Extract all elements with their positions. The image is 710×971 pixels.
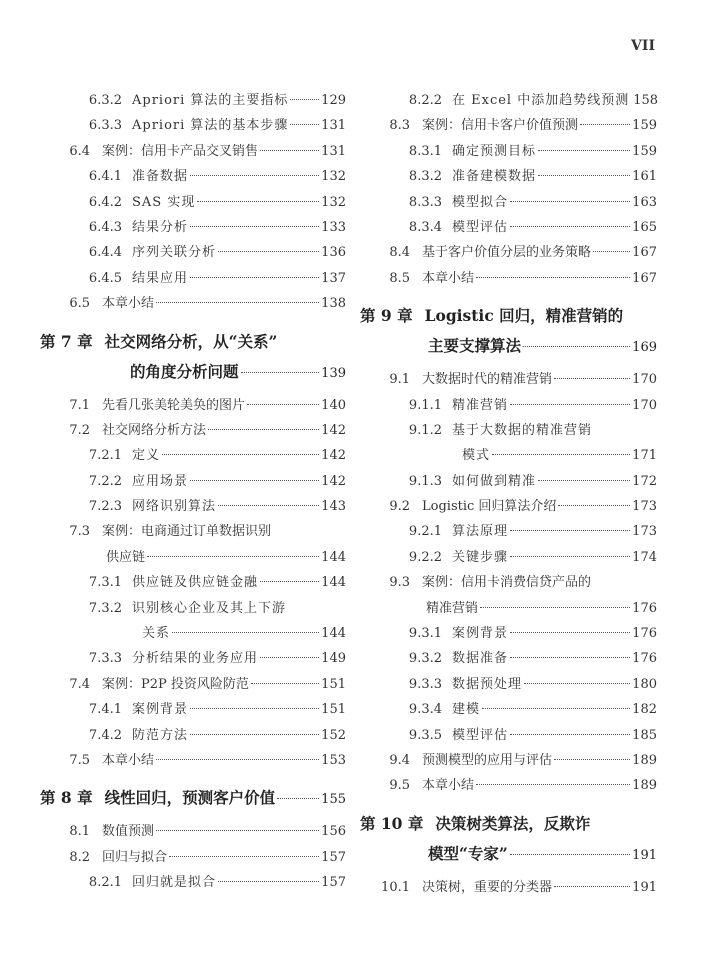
toc-leader-dots bbox=[277, 798, 319, 799]
toc-entry-title: 模型评估 bbox=[452, 727, 509, 743]
toc-leader-dots bbox=[476, 277, 630, 278]
toc-entry-number: 9.3.1 bbox=[408, 626, 442, 642]
toc-page-number: 163 bbox=[632, 194, 657, 210]
toc-entry-title: Logistic 回归算法介绍 bbox=[422, 499, 557, 515]
toc-section-entry[interactable] bbox=[360, 748, 657, 773]
toc-subsection-entry[interactable] bbox=[40, 870, 346, 895]
toc-section-entry[interactable] bbox=[360, 494, 657, 519]
toc-page-number: 136 bbox=[321, 245, 346, 261]
toc-page-number: 165 bbox=[632, 219, 657, 235]
toc-entry-title: 案例：P2P 投资风险防范 bbox=[102, 676, 249, 692]
toc-leader-dots bbox=[247, 404, 319, 405]
toc-leader-dots bbox=[218, 881, 319, 882]
toc-leader-dots bbox=[558, 505, 630, 506]
toc-leader-dots bbox=[538, 480, 630, 481]
toc-entry-number: 第 10 章 bbox=[360, 813, 424, 833]
toc-entry-number: 7.3.3 bbox=[88, 651, 122, 667]
toc-leader-dots bbox=[290, 99, 319, 100]
toc-subsection-entry[interactable] bbox=[40, 88, 346, 113]
toc-entry-number: 7.2.1 bbox=[88, 448, 122, 464]
toc-chapter-heading-continuation[interactable] bbox=[360, 331, 657, 361]
toc-entry-title: 应用场景 bbox=[132, 473, 189, 489]
toc-page-number: 151 bbox=[321, 702, 346, 718]
toc-entry-title: 社交网络分析方法 bbox=[102, 422, 207, 438]
toc-subsection-entry[interactable] bbox=[360, 418, 657, 443]
toc-subsection-entry[interactable] bbox=[360, 519, 657, 544]
toc-entry-number: 8.2.1 bbox=[88, 875, 122, 891]
toc-chapter-heading[interactable] bbox=[360, 809, 657, 839]
toc-entry-number: 6.4 bbox=[69, 143, 90, 159]
toc-entry-number: 8.3.1 bbox=[408, 143, 442, 159]
toc-entry-number: 9.4 bbox=[389, 752, 410, 768]
toc-leader-dots bbox=[190, 277, 319, 278]
toc-subsection-entry[interactable] bbox=[40, 190, 346, 215]
toc-leader-dots bbox=[554, 759, 630, 760]
toc-subsection-entry[interactable] bbox=[40, 469, 346, 494]
toc-entry-number: 7.5 bbox=[69, 752, 90, 768]
toc-leader-dots bbox=[510, 226, 630, 227]
toc-subsection-entry[interactable] bbox=[40, 215, 346, 240]
toc-entry-title: 精准营销 bbox=[452, 397, 509, 413]
toc-entry-number: 7.4.2 bbox=[88, 727, 122, 743]
toc-subsection-entry[interactable] bbox=[360, 621, 657, 646]
toc-entry-title: 结果应用 bbox=[132, 270, 189, 286]
toc-entry-number: 第 8 章 bbox=[40, 788, 93, 808]
toc-page-number: 158 bbox=[633, 93, 659, 108]
toc-page-number: 131 bbox=[321, 143, 346, 159]
toc-leader-dots bbox=[290, 124, 319, 125]
toc-section-entry[interactable] bbox=[360, 240, 657, 265]
toc-page-number: 172 bbox=[632, 473, 657, 489]
toc-subsection-entry[interactable] bbox=[40, 570, 346, 595]
toc-entry-title: 数值预测 bbox=[102, 824, 155, 840]
toc-entry-number: 9.3.5 bbox=[408, 727, 442, 743]
toc-entry-number: 7.4 bbox=[69, 676, 90, 692]
toc-page-number: 144 bbox=[321, 575, 346, 591]
toc-entry-title: 模型评估 bbox=[452, 219, 509, 235]
toc-page-number: 189 bbox=[632, 752, 657, 768]
toc-subsection-entry[interactable] bbox=[40, 697, 346, 722]
toc-entry-title: 社交网络分析，从“关系” bbox=[104, 331, 278, 351]
toc-leader-dots bbox=[241, 372, 320, 373]
toc-leader-dots bbox=[190, 226, 319, 227]
toc-page-number: 142 bbox=[321, 473, 346, 489]
toc-entry-title: 结果分析 bbox=[132, 219, 189, 235]
toc-entry-number: 8.3 bbox=[389, 118, 410, 134]
toc-entry-title: 决策树，重要的分类器 bbox=[422, 879, 553, 895]
toc-entry-title: 分析结果的业务应用 bbox=[132, 651, 259, 667]
toc-entry-number: 7.3 bbox=[69, 524, 90, 540]
toc-subsection-entry[interactable] bbox=[360, 469, 657, 494]
toc-entry-title: 模式 bbox=[462, 448, 491, 464]
toc-page-number: 149 bbox=[321, 651, 346, 667]
toc-page-number: 176 bbox=[632, 626, 657, 642]
toc-leader-dots bbox=[480, 607, 630, 608]
toc-entry-title: SAS 实现 bbox=[132, 194, 196, 210]
toc-leader-dots bbox=[510, 530, 630, 531]
toc-page-number: 176 bbox=[632, 651, 657, 667]
toc-section-entry[interactable] bbox=[360, 367, 657, 392]
toc-section-entry[interactable] bbox=[40, 291, 346, 316]
toc-subsection-entry[interactable] bbox=[360, 215, 657, 240]
toc-entry-title: 如何做到精准 bbox=[452, 473, 537, 489]
toc-entry-title: 回归就是拟合 bbox=[132, 875, 217, 891]
toc-section-entry[interactable] bbox=[40, 393, 346, 418]
toc-section-entry[interactable] bbox=[40, 748, 346, 773]
toc-section-entry[interactable] bbox=[40, 672, 346, 697]
toc-entry-number: 9.2.1 bbox=[408, 524, 442, 540]
toc-leader-dots bbox=[208, 429, 319, 430]
toc-entry-number: 第 7 章 bbox=[40, 331, 93, 351]
toc-entry-number: 8.3.2 bbox=[408, 169, 442, 185]
toc-entry-title: 网络识别算法 bbox=[132, 499, 217, 515]
toc-subsection-entry[interactable] bbox=[40, 596, 346, 621]
toc-entry-title: 数据准备 bbox=[452, 651, 509, 667]
toc-page-number: 191 bbox=[632, 847, 657, 863]
toc-entry-title: 案例背景 bbox=[132, 702, 189, 718]
toc-leader-dots bbox=[482, 708, 630, 709]
toc-entry-number: 7.2.3 bbox=[88, 499, 122, 515]
toc-entry-number: 9.3.3 bbox=[408, 676, 442, 692]
toc-leader-dots bbox=[147, 556, 319, 557]
toc-entry-number: 6.4.4 bbox=[88, 245, 122, 261]
toc-entry-number: 9.2 bbox=[389, 499, 410, 515]
toc-entry-title: 基于大数据的精准营销 bbox=[452, 422, 593, 438]
toc-entry-title: 数据预处理 bbox=[452, 676, 523, 692]
toc-page-number: 157 bbox=[321, 875, 346, 891]
toc-page-number: 144 bbox=[321, 549, 346, 565]
toc-entry-number: 6.4.5 bbox=[88, 270, 122, 286]
toc-entry-number: 8.1 bbox=[69, 824, 90, 840]
toc-page-number: 169 bbox=[632, 340, 657, 356]
toc-page-number: 159 bbox=[632, 143, 657, 159]
toc-entry-title: 本章小结 bbox=[422, 778, 475, 794]
toc-entry-number: 第 9 章 bbox=[360, 306, 413, 326]
toc-entry-number: 8.3.4 bbox=[408, 219, 442, 235]
toc-subsection-entry[interactable] bbox=[360, 545, 657, 570]
toc-subsection-entry[interactable] bbox=[360, 393, 657, 418]
toc-chapter-heading-continuation[interactable] bbox=[40, 357, 346, 387]
toc-leader-dots bbox=[156, 759, 319, 760]
toc-entry-title: 主要支撑算法 bbox=[428, 336, 522, 356]
toc-leader-dots bbox=[554, 378, 630, 379]
toc-entry-title: 在 Excel 中添加趋势线预测 bbox=[452, 93, 630, 108]
toc-entry-title: 精准营销 bbox=[426, 600, 479, 616]
toc-entry-number: 7.1 bbox=[69, 397, 90, 413]
toc-page-number: 173 bbox=[632, 524, 657, 540]
toc-page-number: 182 bbox=[632, 702, 657, 718]
page-number: VII bbox=[631, 38, 655, 54]
toc-entry-title: 供应链 bbox=[106, 549, 146, 565]
toc-entry-title: 模型拟合 bbox=[452, 194, 509, 210]
toc-leader-dots bbox=[510, 657, 630, 658]
toc-leader-dots bbox=[218, 505, 319, 506]
toc-entry-title: 案例：电商通过订单数据识别 bbox=[102, 524, 272, 540]
toc-entry-title: 本章小结 bbox=[422, 270, 475, 286]
toc-subsection-entry[interactable] bbox=[360, 164, 657, 189]
toc-subsection-continuation[interactable] bbox=[360, 443, 657, 468]
toc-entry-title: 序列关联分析 bbox=[132, 245, 217, 261]
toc-page-number: 170 bbox=[632, 397, 657, 413]
toc-subsection-entry[interactable] bbox=[40, 164, 346, 189]
toc-leader-dots bbox=[197, 201, 319, 202]
toc-entry-number: 9.3.2 bbox=[408, 651, 442, 667]
toc-leader-dots bbox=[510, 201, 630, 202]
toc-page-number: 173 bbox=[632, 499, 657, 515]
toc-leader-dots bbox=[510, 854, 630, 855]
toc-entry-title: 准备数据 bbox=[132, 169, 189, 185]
toc-page-number: 142 bbox=[321, 448, 346, 464]
toc-leader-dots bbox=[538, 150, 630, 151]
toc-section-entry[interactable] bbox=[40, 845, 346, 870]
toc-page-number: 133 bbox=[321, 219, 346, 235]
toc-page-number: 152 bbox=[321, 727, 346, 743]
toc-section-entry[interactable] bbox=[40, 519, 346, 544]
toc-entry-title: 防范方法 bbox=[132, 727, 189, 743]
toc-subsection-entry[interactable] bbox=[40, 646, 346, 671]
toc-page-number: 129 bbox=[321, 93, 346, 108]
toc-entry-title: 案例：信用卡客户价值预测 bbox=[422, 118, 579, 134]
toc-subsection-entry[interactable] bbox=[40, 113, 346, 138]
toc-page-number: 180 bbox=[632, 676, 657, 692]
toc-leader-dots bbox=[524, 683, 630, 684]
toc-leader-dots bbox=[162, 454, 319, 455]
toc-entry-number: 8.5 bbox=[389, 270, 410, 286]
toc-leader-dots bbox=[169, 856, 319, 857]
toc-entry-title: 模型“专家” bbox=[428, 843, 508, 863]
toc-leader-dots bbox=[260, 581, 319, 582]
toc-subsection-entry[interactable] bbox=[360, 723, 657, 748]
toc-entry-number: 9.1.2 bbox=[408, 422, 442, 438]
toc-entry-number: 7.3.2 bbox=[88, 600, 122, 616]
toc-section-entry[interactable] bbox=[40, 139, 346, 164]
toc-leader-dots bbox=[476, 784, 630, 785]
toc-page-number: 155 bbox=[321, 792, 346, 808]
toc-right-column bbox=[360, 88, 657, 900]
toc-leader-dots bbox=[510, 734, 630, 735]
toc-entry-title: 基于客户价值分层的业务策略 bbox=[422, 245, 592, 261]
toc-entry-title: 准备建模数据 bbox=[452, 169, 537, 185]
toc-section-entry[interactable] bbox=[360, 113, 657, 138]
toc-chapter-heading[interactable] bbox=[360, 301, 657, 331]
toc-entry-number: 10.1 bbox=[381, 879, 410, 895]
toc-page-number: 185 bbox=[632, 727, 657, 743]
toc-section-entry[interactable] bbox=[360, 266, 657, 291]
toc-page-number: 144 bbox=[321, 626, 346, 642]
toc-entry-number: 9.1.3 bbox=[408, 473, 442, 489]
toc-leader-dots bbox=[190, 708, 319, 709]
toc-page-number: 191 bbox=[632, 879, 657, 895]
toc-page-number: 157 bbox=[321, 849, 346, 865]
toc-subsection-entry[interactable] bbox=[40, 494, 346, 519]
toc-entry-title: 线性回归，预测客户价值 bbox=[104, 788, 276, 808]
toc-leader-dots bbox=[580, 124, 630, 125]
toc-entry-title: 预测模型的应用与评估 bbox=[422, 752, 553, 768]
toc-leader-dots bbox=[260, 657, 319, 658]
toc-entry-title: 决策树类算法，反欺诈 bbox=[435, 813, 591, 833]
toc-entry-title: 案例背景 bbox=[452, 626, 509, 642]
toc-section-continuation[interactable] bbox=[360, 596, 657, 621]
toc-page-number: 132 bbox=[321, 169, 346, 185]
toc-entry-number: 6.3.2 bbox=[88, 93, 122, 108]
toc-spacer bbox=[40, 317, 346, 327]
toc-leader-dots bbox=[251, 683, 319, 684]
toc-chapter-heading[interactable] bbox=[40, 327, 346, 357]
toc-page-number: 137 bbox=[321, 270, 346, 286]
toc-subsection-entry[interactable] bbox=[360, 697, 657, 722]
toc-leader-dots bbox=[510, 404, 630, 405]
toc-entry-title: Logistic 回归，精准营销的 bbox=[424, 306, 624, 326]
toc-entry-number: 8.4 bbox=[389, 245, 410, 261]
toc-entry-title: 关系 bbox=[142, 626, 171, 642]
toc-entry-number: 6.5 bbox=[69, 296, 90, 312]
toc-subsection-continuation[interactable] bbox=[40, 621, 346, 646]
toc-leader-dots bbox=[156, 830, 319, 831]
toc-entry-title: 定义 bbox=[132, 448, 161, 464]
toc-entry-title: 的角度分析问题 bbox=[130, 361, 239, 381]
toc-page-number: 167 bbox=[632, 245, 657, 261]
toc-page-number: 142 bbox=[321, 422, 346, 438]
toc-entry-number: 6.4.2 bbox=[88, 194, 122, 210]
toc-section-entry[interactable] bbox=[360, 773, 657, 798]
toc-page-number: 176 bbox=[632, 600, 657, 616]
toc-entry-number: 9.3 bbox=[389, 575, 410, 591]
toc-page-number: 161 bbox=[632, 169, 657, 185]
toc-leader-dots bbox=[554, 886, 630, 887]
toc-entry-number: 8.2.2 bbox=[408, 93, 442, 108]
toc-spacer bbox=[360, 291, 657, 301]
toc-entry-title: 先看几张美轮美奂的图片 bbox=[102, 397, 246, 413]
toc-entry-number: 7.2.2 bbox=[88, 473, 122, 489]
toc-entry-title: 供应链及供应链金融 bbox=[132, 575, 259, 591]
toc-spacer bbox=[360, 799, 657, 809]
toc-leader-dots bbox=[190, 480, 319, 481]
toc-leader-dots bbox=[510, 556, 630, 557]
toc-entry-number: 7.4.1 bbox=[88, 702, 122, 718]
toc-entry-number: 6.4.3 bbox=[88, 219, 122, 235]
toc-subsection-entry[interactable] bbox=[360, 88, 657, 113]
toc-leader-dots bbox=[172, 632, 319, 633]
toc-subsection-entry[interactable] bbox=[360, 190, 657, 215]
toc-entry-title: 建模 bbox=[452, 702, 481, 718]
toc-page-number: 131 bbox=[321, 118, 346, 134]
toc-leader-dots bbox=[190, 175, 319, 176]
toc-entry-title: 识别核心企业及其上下游 bbox=[132, 600, 287, 616]
toc-entry-title: 案例：信用卡消费信贷产品的 bbox=[422, 575, 592, 591]
toc-entry-number: 6.4.1 bbox=[88, 169, 122, 185]
toc-entry-number: 8.2 bbox=[69, 849, 90, 865]
toc-leader-dots bbox=[593, 251, 630, 252]
toc-leader-dots bbox=[523, 346, 630, 347]
toc-page-number: 156 bbox=[321, 824, 346, 840]
toc-subsection-entry[interactable] bbox=[40, 240, 346, 265]
toc-page-number: 138 bbox=[321, 296, 346, 312]
toc-entry-number: 9.1 bbox=[389, 372, 410, 388]
toc-left-column bbox=[40, 88, 346, 896]
toc-section-entry[interactable] bbox=[360, 875, 657, 900]
toc-page-number: 153 bbox=[321, 752, 346, 768]
toc-page-number: 140 bbox=[321, 397, 346, 413]
toc-entry-number: 8.3.3 bbox=[408, 194, 442, 210]
toc-subsection-entry[interactable] bbox=[360, 646, 657, 671]
toc-leader-dots bbox=[492, 454, 630, 455]
toc-entry-title: 算法原理 bbox=[452, 524, 509, 540]
toc-page-number: 139 bbox=[321, 365, 346, 381]
toc-entry-number: 9.5 bbox=[389, 778, 410, 794]
toc-page-number: 189 bbox=[632, 778, 657, 794]
toc-entry-number: 9.1.1 bbox=[408, 397, 442, 413]
toc-entry-number: 7.2 bbox=[69, 422, 90, 438]
toc-page-number: 174 bbox=[632, 549, 657, 565]
toc-leader-dots bbox=[260, 150, 319, 151]
toc-leader-dots bbox=[218, 251, 319, 252]
toc-section-entry[interactable] bbox=[40, 819, 346, 844]
toc-entry-number: 6.3.3 bbox=[88, 118, 122, 134]
toc-leader-dots bbox=[156, 302, 319, 303]
toc-leader-dots bbox=[190, 734, 319, 735]
toc-section-continuation[interactable] bbox=[40, 545, 346, 570]
toc-page-number: 143 bbox=[321, 499, 346, 515]
toc-entry-title: Apriori 算法的主要指标 bbox=[132, 93, 289, 108]
toc-page-number: 171 bbox=[632, 448, 657, 464]
toc-entry-title: 本章小结 bbox=[102, 296, 155, 312]
toc-page-number: 167 bbox=[632, 270, 657, 286]
toc-subsection-entry[interactable] bbox=[360, 672, 657, 697]
toc-entry-title: 大数据时代的精准营销 bbox=[422, 372, 553, 388]
toc-section-entry[interactable] bbox=[40, 418, 346, 443]
toc-entry-number: 9.3.4 bbox=[408, 702, 442, 718]
toc-page-number: 159 bbox=[632, 118, 657, 134]
toc-page-number: 151 bbox=[321, 676, 346, 692]
toc-entry-number: 7.3.1 bbox=[88, 575, 122, 591]
toc-entry-title: 关键步骤 bbox=[452, 549, 509, 565]
toc-subsection-entry[interactable] bbox=[360, 139, 657, 164]
toc-entry-title: 回归与拟合 bbox=[102, 849, 168, 865]
toc-page-number: 132 bbox=[321, 194, 346, 210]
toc-leader-dots bbox=[538, 175, 630, 176]
toc-subsection-entry[interactable] bbox=[40, 443, 346, 468]
toc-spacer bbox=[40, 773, 346, 783]
toc-subsection-entry[interactable] bbox=[40, 723, 346, 748]
toc-chapter-heading[interactable] bbox=[40, 783, 346, 813]
toc-entry-title: 案例：信用卡产品交叉销售 bbox=[102, 143, 259, 159]
toc-leader-dots bbox=[510, 632, 630, 633]
toc-entry-number: 9.2.2 bbox=[408, 549, 442, 565]
toc-chapter-heading-continuation[interactable] bbox=[360, 839, 657, 869]
toc-section-entry[interactable] bbox=[360, 570, 657, 595]
toc-entry-title: 确定预测目标 bbox=[452, 143, 537, 159]
toc-page-number: 170 bbox=[632, 372, 657, 388]
toc-entry-title: 本章小结 bbox=[102, 752, 155, 768]
toc-subsection-entry[interactable] bbox=[40, 266, 346, 291]
toc-entry-title: Apriori 算法的基本步骤 bbox=[132, 118, 289, 134]
